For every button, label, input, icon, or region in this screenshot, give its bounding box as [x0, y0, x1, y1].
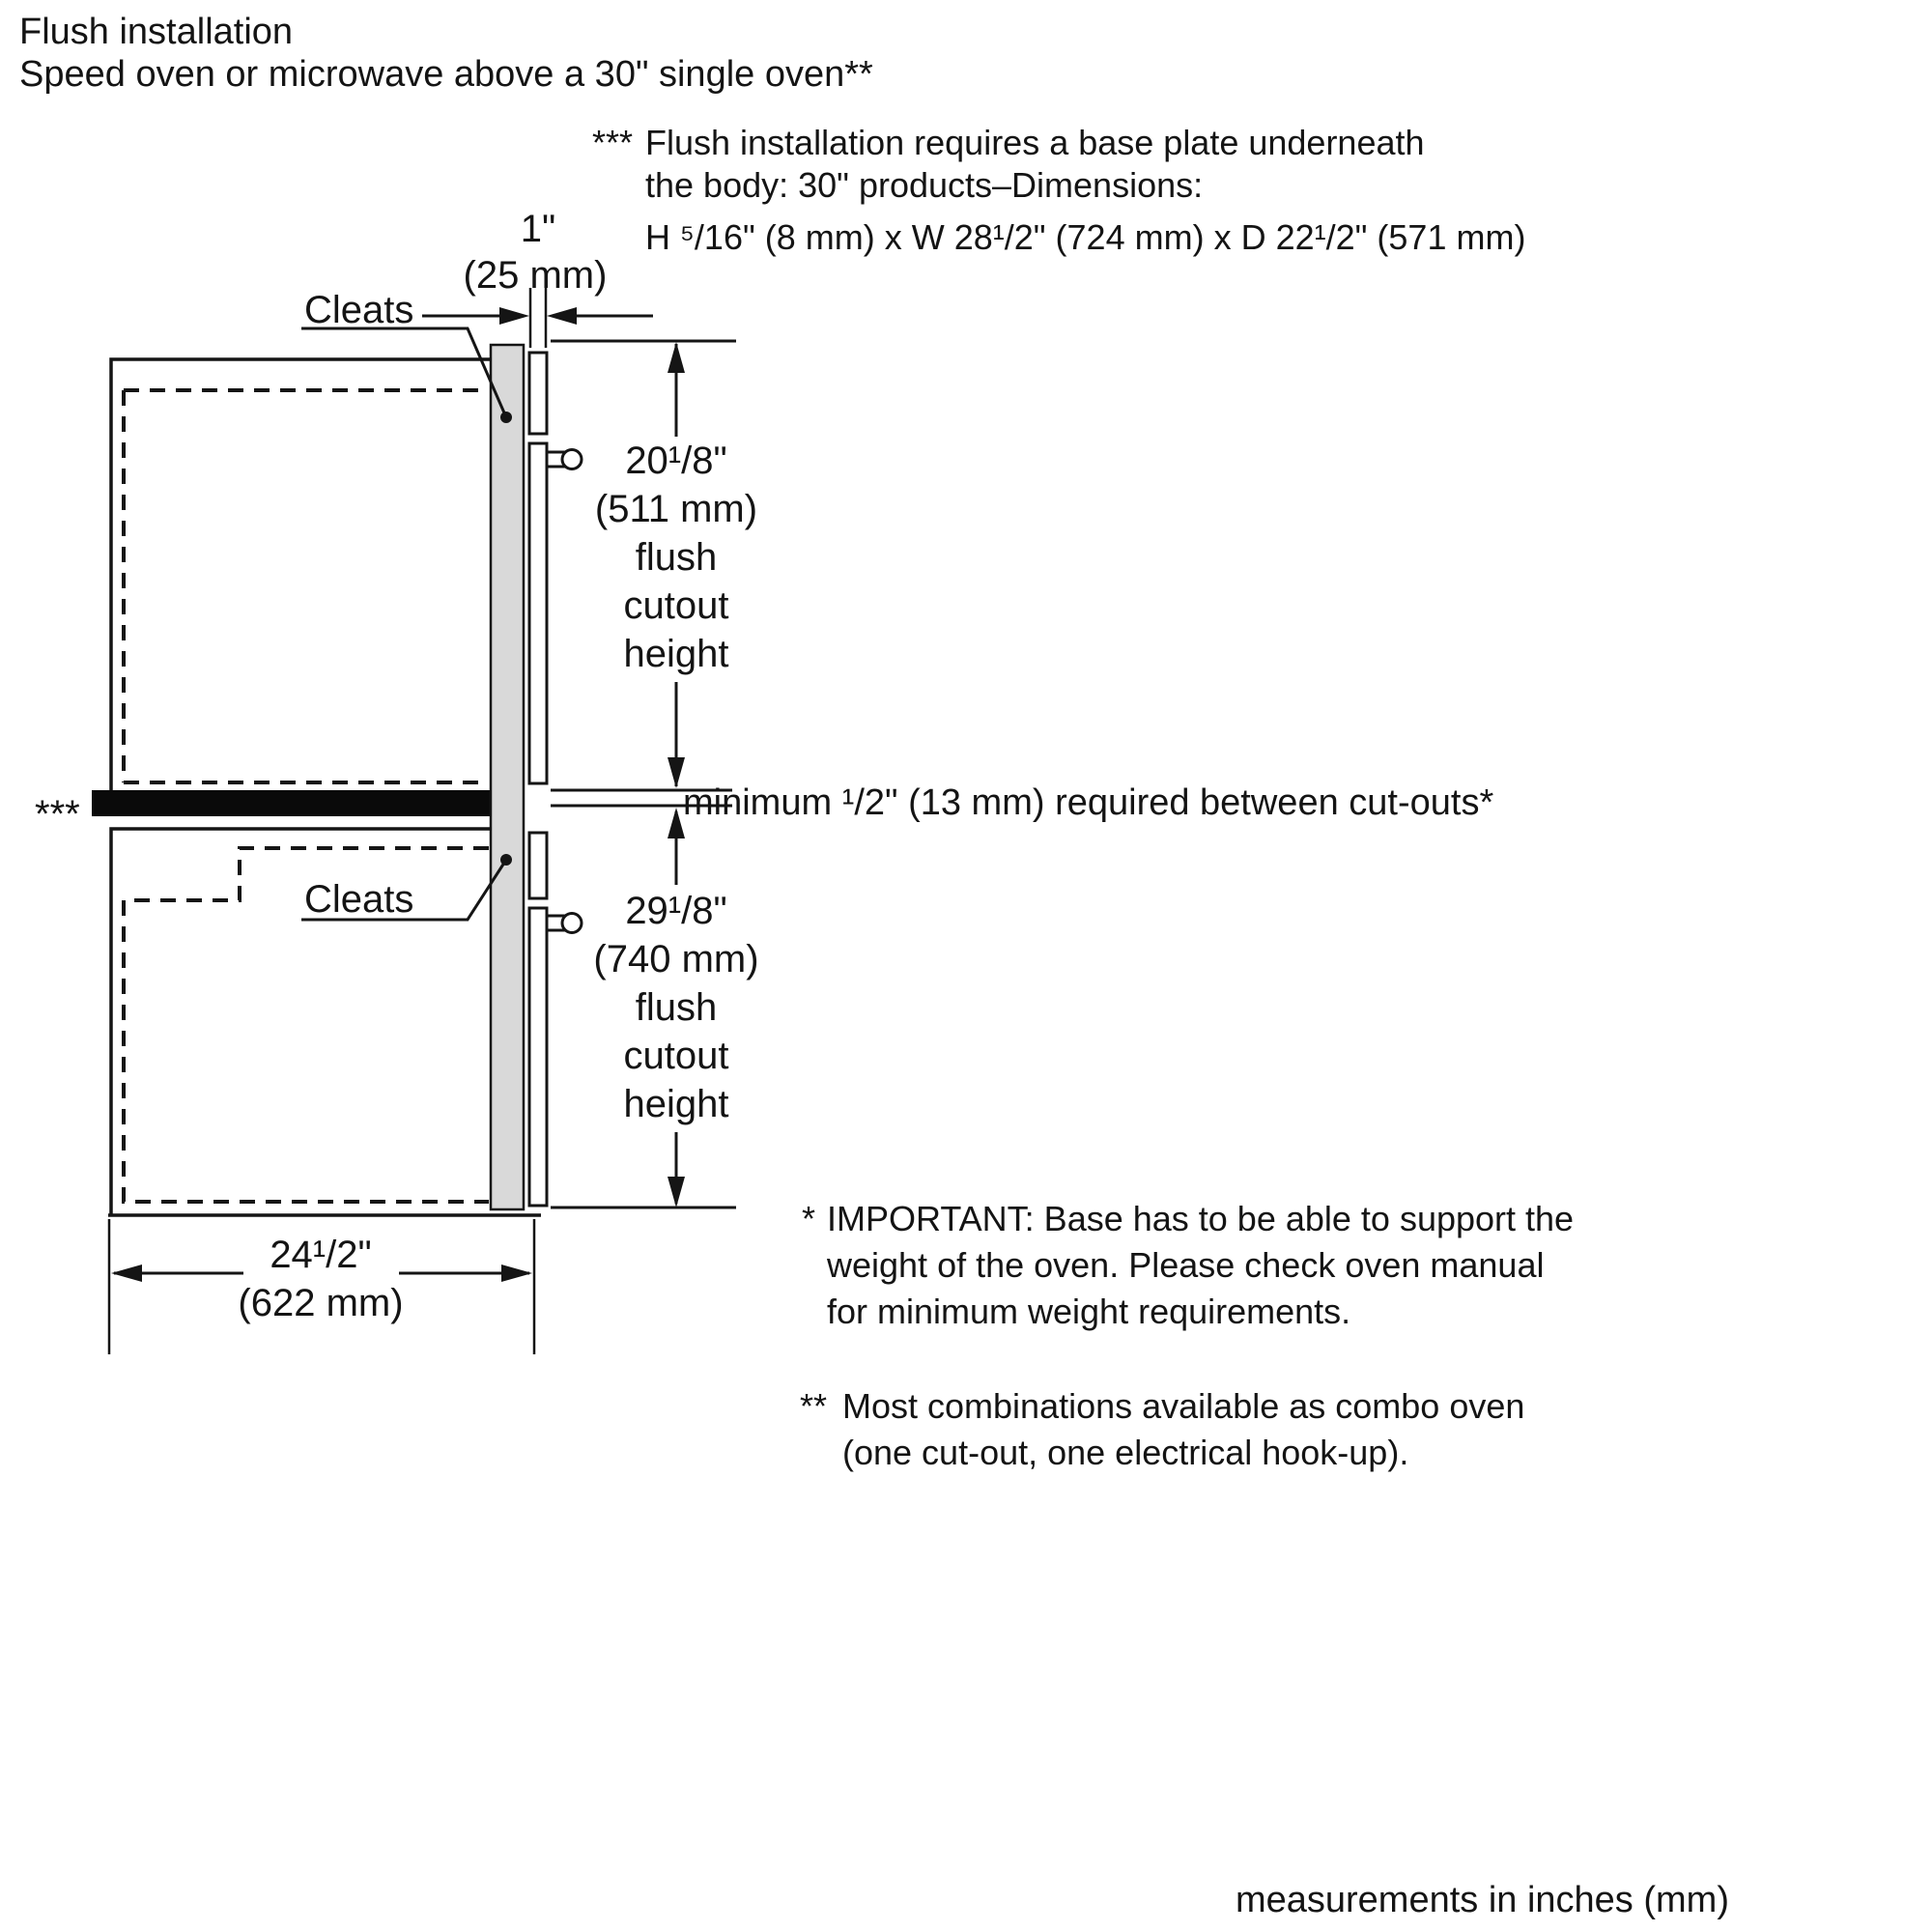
- lower-cutout-mm: (740 mm): [593, 938, 759, 980]
- min-gap-note: minimum ¹/2" (13 mm) required between cut-outs*: [683, 782, 1494, 823]
- base-plate-bar: [92, 790, 493, 816]
- cleat-width-arrow-right-icon: [499, 307, 529, 325]
- lower-oven-flange-top: [529, 833, 547, 898]
- upper-cutout-inches: 20¹/8": [625, 440, 727, 482]
- upper-cutout-arrow-up-icon: [668, 342, 685, 373]
- base-plate-marker: ***: [35, 793, 80, 836]
- base-plate-note-line1: Flush installation requires a base plate underneath: [645, 123, 1425, 162]
- lower-cutout-word3: height: [623, 1083, 729, 1125]
- upper-cutout-word3: height: [623, 633, 729, 675]
- cleats-leaders: [301, 328, 506, 920]
- combo-note-marker: **: [800, 1386, 828, 1426]
- cleat-width-arrow-left-icon: [547, 307, 577, 325]
- important-note-line1: IMPORTANT: Base has to be able to support the: [827, 1199, 1575, 1238]
- upper-cleats-leader-dot: [500, 412, 512, 423]
- cleat-width-mm-label: (25 mm): [463, 254, 608, 297]
- lower-oven-flange-body: [529, 908, 547, 1206]
- lower-cleats-label: Cleats: [304, 878, 414, 921]
- units-note: measurements in inches (mm): [1235, 1880, 1729, 1920]
- upper-oven-flange-body: [529, 443, 547, 783]
- lower-cutout-word2: cutout: [623, 1035, 729, 1077]
- upper-cleats-label: Cleats: [304, 289, 414, 331]
- upper-oven-flange-top: [529, 353, 547, 434]
- cleat-width-inches-label: 1": [520, 208, 556, 250]
- cleat-bar: [491, 345, 524, 1209]
- cabinet-depth-label: [214, 1231, 427, 1327]
- oven-flange-strips: [529, 353, 547, 1206]
- page-subtitle: Speed oven or microwave above a 30" single oven**: [19, 54, 873, 95]
- base-plate-dimensions: H ⁵/16" (8 mm) x W 28¹/2" (724 mm) x D 22¹/2" (571 mm): [645, 217, 1526, 257]
- cabinet-depth-inches: 24¹/2": [270, 1234, 372, 1276]
- upper-cleats-leader: [301, 328, 506, 417]
- lower-cutout-arrow-down-icon: [668, 1177, 685, 1208]
- upper-cutout-dashed: [124, 390, 489, 782]
- depth-arrow-left-icon: [111, 1264, 142, 1282]
- page-title: Flush installation: [19, 12, 294, 52]
- important-note-line2: weight of the oven. Please check oven manual: [827, 1245, 1545, 1285]
- lower-cutout-word1: flush: [635, 986, 718, 1029]
- cabinet-depth-mm: (622 mm): [238, 1282, 404, 1324]
- upper-cutout-word2: cutout: [623, 584, 729, 627]
- upper-cutout-mm: (511 mm): [594, 488, 758, 530]
- lower-cutout-label: [570, 887, 782, 1128]
- upper-cabinet-outline: [111, 359, 491, 790]
- upper-cutout-word1: flush: [635, 536, 718, 579]
- lower-cleats-leader-dot: [500, 854, 512, 866]
- combo-note-line1: Most combinations available as combo oven: [842, 1386, 1525, 1426]
- lower-cutout-inches: 29¹/8": [625, 890, 727, 932]
- combo-note-line2: (one cut-out, one electrical hook-up).: [842, 1433, 1409, 1472]
- depth-arrow-right-icon: [501, 1264, 532, 1282]
- important-note-line3: for minimum weight requirements.: [827, 1292, 1351, 1331]
- base-plate-note-marker: ***: [592, 123, 634, 162]
- upper-cutout-label: [570, 437, 782, 678]
- important-note-marker: *: [802, 1199, 816, 1238]
- base-plate-note-line2: the body: 30" products–Dimensions:: [645, 165, 1204, 205]
